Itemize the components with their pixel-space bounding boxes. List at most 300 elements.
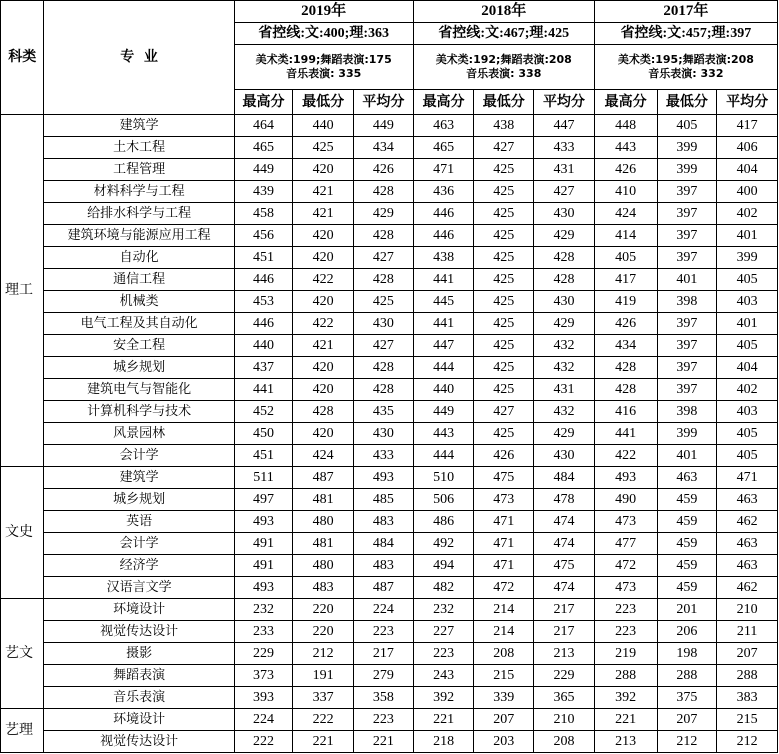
- score-cell: 486: [413, 511, 474, 533]
- score-cell: 233: [234, 621, 293, 643]
- col-header: 平均分: [717, 90, 778, 115]
- score-cell: 425: [474, 269, 534, 291]
- score-cell: 428: [594, 379, 657, 401]
- art-line-2019-a: 美术类:199;舞蹈表演:175: [255, 53, 392, 66]
- category-cell: 艺文: [1, 599, 44, 709]
- score-cell: 428: [354, 379, 414, 401]
- score-cell: 428: [354, 181, 414, 203]
- score-cell: 401: [717, 313, 778, 335]
- score-cell: 383: [717, 687, 778, 709]
- score-cell: 435: [354, 401, 414, 423]
- score-cell: 207: [474, 709, 534, 731]
- score-cell: 449: [234, 159, 293, 181]
- score-cell: 206: [657, 621, 717, 643]
- table-row: [1, 203, 778, 225]
- score-cell: 473: [594, 577, 657, 599]
- score-cell: 405: [657, 115, 717, 137]
- score-cell: 511: [234, 467, 293, 489]
- score-cell: 427: [354, 247, 414, 269]
- score-cell: 459: [657, 533, 717, 555]
- score-cell: 437: [234, 357, 293, 379]
- score-cell: 397: [657, 379, 717, 401]
- score-cell: 243: [413, 665, 474, 687]
- score-cell: 223: [594, 621, 657, 643]
- score-cell: 441: [234, 379, 293, 401]
- table-row: [1, 709, 778, 731]
- score-cell: 221: [354, 731, 414, 753]
- score-cell: 339: [474, 687, 534, 709]
- major-cell: 工程管理: [44, 159, 234, 181]
- score-cell: 208: [534, 731, 595, 753]
- score-cell: 431: [534, 159, 595, 181]
- score-cell: 481: [293, 489, 354, 511]
- major-cell: 机械类: [44, 291, 234, 313]
- score-cell: 428: [594, 357, 657, 379]
- score-cell: 424: [594, 203, 657, 225]
- score-cell: 212: [717, 731, 778, 753]
- score-cell: 458: [234, 203, 293, 225]
- major-cell: 会计学: [44, 445, 234, 467]
- score-cell: 483: [293, 577, 354, 599]
- table-row: [1, 511, 778, 533]
- score-cell: 433: [354, 445, 414, 467]
- score-cell: 478: [534, 489, 595, 511]
- score-cell: 203: [474, 731, 534, 753]
- major-cell: 建筑学: [44, 467, 234, 489]
- score-cell: 217: [354, 643, 414, 665]
- major-cell: 通信工程: [44, 269, 234, 291]
- score-cell: 422: [293, 313, 354, 335]
- art-line-2019: [234, 45, 413, 90]
- col-header: 平均分: [354, 90, 414, 115]
- score-cell: 493: [234, 511, 293, 533]
- score-cell: 428: [293, 401, 354, 423]
- score-cell: 405: [594, 247, 657, 269]
- score-cell: 425: [474, 291, 534, 313]
- score-cell: 397: [657, 247, 717, 269]
- score-cell: 429: [534, 423, 595, 445]
- score-cell: 422: [594, 445, 657, 467]
- score-cell: 463: [717, 533, 778, 555]
- score-cell: 373: [234, 665, 293, 687]
- score-cell: 449: [413, 401, 474, 423]
- score-cell: 430: [534, 203, 595, 225]
- score-cell: 446: [413, 225, 474, 247]
- score-cell: 420: [293, 291, 354, 313]
- col-header: 平均分: [534, 90, 595, 115]
- score-cell: 484: [534, 467, 595, 489]
- score-cell: 429: [354, 203, 414, 225]
- col-header: 最低分: [474, 90, 534, 115]
- score-cell: 420: [293, 379, 354, 401]
- score-cell: 375: [657, 687, 717, 709]
- table-row: [1, 489, 778, 511]
- score-cell: 392: [594, 687, 657, 709]
- major-cell: 自动化: [44, 247, 234, 269]
- score-cell: 463: [657, 467, 717, 489]
- score-cell: 232: [234, 599, 293, 621]
- table-row: [1, 247, 778, 269]
- score-cell: 427: [474, 137, 534, 159]
- score-cell: 399: [657, 423, 717, 445]
- score-cell: 483: [354, 555, 414, 577]
- score-cell: 451: [234, 445, 293, 467]
- score-cell: 491: [234, 533, 293, 555]
- major-cell: 材料科学与工程: [44, 181, 234, 203]
- score-cell: 421: [293, 335, 354, 357]
- score-cell: 212: [657, 731, 717, 753]
- score-cell: 493: [354, 467, 414, 489]
- score-cell: 438: [413, 247, 474, 269]
- score-cell: 481: [293, 533, 354, 555]
- table-row: [1, 137, 778, 159]
- score-cell: 337: [293, 687, 354, 709]
- score-cell: 487: [293, 467, 354, 489]
- major-cell: 视觉传达设计: [44, 731, 234, 753]
- score-cell: 288: [594, 665, 657, 687]
- major-cell: 城乡规划: [44, 357, 234, 379]
- score-cell: 222: [293, 709, 354, 731]
- table-row: [1, 445, 778, 467]
- score-cell: 425: [474, 379, 534, 401]
- score-cell: 214: [474, 621, 534, 643]
- score-cell: 440: [234, 335, 293, 357]
- score-cell: 207: [717, 643, 778, 665]
- col-header: 最高分: [413, 90, 474, 115]
- score-cell: 232: [413, 599, 474, 621]
- col-header: 最低分: [293, 90, 354, 115]
- score-cell: 427: [474, 401, 534, 423]
- art-line-2018: [413, 45, 594, 90]
- score-cell: 426: [594, 313, 657, 335]
- score-cell: 420: [293, 247, 354, 269]
- major-cell: 舞蹈表演: [44, 665, 234, 687]
- score-cell: 436: [413, 181, 474, 203]
- art-line-2018-b: 音乐表演: 338: [466, 67, 542, 80]
- major-cell: 城乡规划: [44, 489, 234, 511]
- score-cell: 198: [657, 643, 717, 665]
- score-cell: 288: [717, 665, 778, 687]
- score-cell: 474: [534, 577, 595, 599]
- table-body: [1, 115, 778, 753]
- year-header-2019: 2019年: [234, 1, 413, 23]
- score-cell: 414: [594, 225, 657, 247]
- score-cell: 426: [474, 445, 534, 467]
- score-cell: 480: [293, 511, 354, 533]
- major-cell: 英语: [44, 511, 234, 533]
- score-cell: 425: [474, 181, 534, 203]
- score-cell: 447: [413, 335, 474, 357]
- major-cell: 会计学: [44, 533, 234, 555]
- score-cell: 210: [534, 709, 595, 731]
- score-cell: 410: [594, 181, 657, 203]
- score-cell: 420: [293, 225, 354, 247]
- score-cell: 220: [293, 599, 354, 621]
- score-cell: 397: [657, 335, 717, 357]
- table-row: [1, 577, 778, 599]
- score-cell: 446: [413, 203, 474, 225]
- score-cell: 463: [413, 115, 474, 137]
- score-cell: 213: [534, 643, 595, 665]
- table-row: [1, 291, 778, 313]
- score-cell: 422: [293, 269, 354, 291]
- score-cell: 448: [594, 115, 657, 137]
- score-cell: 227: [413, 621, 474, 643]
- score-cell: 443: [413, 423, 474, 445]
- score-cell: 433: [534, 137, 595, 159]
- score-cell: 223: [354, 621, 414, 643]
- major-cell: 建筑电气与智能化: [44, 379, 234, 401]
- control-line-2019: 省控线:文:400;理:363: [234, 23, 413, 45]
- score-cell: 440: [413, 379, 474, 401]
- score-cell: 397: [657, 357, 717, 379]
- major-cell: 安全工程: [44, 335, 234, 357]
- score-cell: 223: [354, 709, 414, 731]
- score-cell: 401: [717, 225, 778, 247]
- score-cell: 406: [717, 137, 778, 159]
- score-cell: 471: [717, 467, 778, 489]
- score-cell: 434: [594, 335, 657, 357]
- score-cell: 222: [234, 731, 293, 753]
- score-cell: 473: [594, 511, 657, 533]
- score-cell: 398: [657, 401, 717, 423]
- score-cell: 217: [534, 599, 595, 621]
- score-cell: 210: [717, 599, 778, 621]
- score-cell: 399: [657, 159, 717, 181]
- score-cell: 428: [534, 269, 595, 291]
- score-cell: 402: [717, 203, 778, 225]
- score-cell: 397: [657, 181, 717, 203]
- table-row: [1, 115, 778, 137]
- major-cell: 建筑环境与能源应用工程: [44, 225, 234, 247]
- score-cell: 446: [234, 313, 293, 335]
- score-cell: 213: [594, 731, 657, 753]
- table-row: [1, 401, 778, 423]
- score-cell: 215: [474, 665, 534, 687]
- score-cell: 456: [234, 225, 293, 247]
- score-cell: 429: [534, 313, 595, 335]
- score-cell: 430: [534, 291, 595, 313]
- category-cell: 理工: [1, 115, 44, 467]
- score-cell: 440: [293, 115, 354, 137]
- score-cell: 453: [234, 291, 293, 313]
- score-cell: 473: [474, 489, 534, 511]
- major-cell: 音乐表演: [44, 687, 234, 709]
- score-cell: 214: [474, 599, 534, 621]
- score-cell: 191: [293, 665, 354, 687]
- score-cell: 404: [717, 357, 778, 379]
- score-cell: 207: [657, 709, 717, 731]
- score-cell: 425: [474, 313, 534, 335]
- col-header: 最低分: [657, 90, 717, 115]
- score-cell: 493: [594, 467, 657, 489]
- score-cell: 428: [534, 247, 595, 269]
- score-cell: 459: [657, 577, 717, 599]
- score-cell: 405: [717, 445, 778, 467]
- major-cell: 电气工程及其自动化: [44, 313, 234, 335]
- score-cell: 400: [717, 181, 778, 203]
- score-cell: 401: [657, 269, 717, 291]
- score-cell: 425: [474, 225, 534, 247]
- table-row: [1, 665, 778, 687]
- score-cell: 471: [413, 159, 474, 181]
- score-cell: 430: [354, 313, 414, 335]
- art-line-2019-b: 音乐表演: 335: [286, 67, 362, 80]
- score-cell: 428: [354, 269, 414, 291]
- art-line-2017-b: 音乐表演: 332: [648, 67, 724, 80]
- score-cell: 494: [413, 555, 474, 577]
- score-cell: 393: [234, 687, 293, 709]
- score-cell: 403: [717, 401, 778, 423]
- score-cell: 425: [474, 335, 534, 357]
- score-cell: 449: [354, 115, 414, 137]
- score-cell: 221: [594, 709, 657, 731]
- score-cell: 506: [413, 489, 474, 511]
- score-cell: 224: [354, 599, 414, 621]
- score-cell: 392: [413, 687, 474, 709]
- score-cell: 477: [594, 533, 657, 555]
- major-cell: 计算机科学与技术: [44, 401, 234, 423]
- major-cell: 环境设计: [44, 709, 234, 731]
- score-cell: 405: [717, 269, 778, 291]
- score-cell: 475: [534, 555, 595, 577]
- score-cell: 438: [474, 115, 534, 137]
- score-cell: 428: [354, 357, 414, 379]
- score-cell: 399: [657, 137, 717, 159]
- table-row: [1, 159, 778, 181]
- major-cell: 环境设计: [44, 599, 234, 621]
- score-cell: 487: [354, 577, 414, 599]
- table-header: [1, 1, 778, 115]
- score-cell: 421: [293, 203, 354, 225]
- category-cell: 艺理: [1, 709, 44, 753]
- score-cell: 427: [534, 181, 595, 203]
- score-cell: 445: [413, 291, 474, 313]
- table-row: [1, 687, 778, 709]
- score-cell: 424: [293, 445, 354, 467]
- score-cell: 404: [717, 159, 778, 181]
- score-cell: 429: [534, 225, 595, 247]
- score-cell: 224: [234, 709, 293, 731]
- table-row: [1, 643, 778, 665]
- score-cell: 493: [234, 577, 293, 599]
- score-cell: 471: [474, 533, 534, 555]
- table-row: [1, 423, 778, 445]
- score-cell: 208: [474, 643, 534, 665]
- score-cell: 358: [354, 687, 414, 709]
- score-cell: 463: [717, 555, 778, 577]
- score-cell: 475: [474, 467, 534, 489]
- score-cell: 223: [594, 599, 657, 621]
- table-row: [1, 621, 778, 643]
- score-cell: 459: [657, 555, 717, 577]
- score-cell: 427: [354, 335, 414, 357]
- score-cell: 443: [594, 137, 657, 159]
- score-cell: 431: [534, 379, 595, 401]
- score-cell: 219: [594, 643, 657, 665]
- art-line-2017: [594, 45, 777, 90]
- score-cell: 421: [293, 181, 354, 203]
- table-row: [1, 533, 778, 555]
- score-cell: 497: [234, 489, 293, 511]
- score-cell: 464: [234, 115, 293, 137]
- score-cell: 432: [534, 401, 595, 423]
- score-cell: 480: [293, 555, 354, 577]
- score-cell: 474: [534, 533, 595, 555]
- table-row: [1, 335, 778, 357]
- major-cell: 给排水科学与工程: [44, 203, 234, 225]
- score-cell: 484: [354, 533, 414, 555]
- score-cell: 402: [717, 379, 778, 401]
- score-cell: 426: [354, 159, 414, 181]
- major-cell: 摄影: [44, 643, 234, 665]
- score-cell: 472: [594, 555, 657, 577]
- score-cell: 432: [534, 357, 595, 379]
- score-cell: 229: [234, 643, 293, 665]
- score-cell: 217: [534, 621, 595, 643]
- score-cell: 397: [657, 313, 717, 335]
- score-cell: 420: [293, 159, 354, 181]
- control-line-2018: 省控线:文:467;理:425: [413, 23, 594, 45]
- major-cell: 汉语言文学: [44, 577, 234, 599]
- score-cell: 444: [413, 357, 474, 379]
- score-cell: 397: [657, 225, 717, 247]
- major-header: 专 业: [44, 1, 234, 115]
- score-cell: 417: [717, 115, 778, 137]
- table-row: [1, 313, 778, 335]
- score-cell: 471: [474, 555, 534, 577]
- score-cell: 451: [234, 247, 293, 269]
- score-cell: 221: [293, 731, 354, 753]
- table-row: [1, 599, 778, 621]
- art-line-2018-a: 美术类:192;舞蹈表演:208: [435, 53, 572, 66]
- major-cell: 视觉传达设计: [44, 621, 234, 643]
- score-cell: 417: [594, 269, 657, 291]
- score-cell: 419: [594, 291, 657, 313]
- score-cell: 491: [234, 555, 293, 577]
- score-cell: 279: [354, 665, 414, 687]
- score-cell: 420: [293, 357, 354, 379]
- score-cell: 492: [413, 533, 474, 555]
- score-cell: 434: [354, 137, 414, 159]
- score-cell: 211: [717, 621, 778, 643]
- score-cell: 430: [354, 423, 414, 445]
- score-cell: 425: [354, 291, 414, 313]
- table-row: [1, 357, 778, 379]
- score-cell: 459: [657, 489, 717, 511]
- year-header-2018: 2018年: [413, 1, 594, 23]
- score-cell: 430: [534, 445, 595, 467]
- score-cell: 221: [413, 709, 474, 731]
- table-row: [1, 379, 778, 401]
- major-cell: 土木工程: [44, 137, 234, 159]
- score-cell: 223: [413, 643, 474, 665]
- score-cell: 212: [293, 643, 354, 665]
- score-cell: 462: [717, 577, 778, 599]
- score-cell: 471: [474, 511, 534, 533]
- score-cell: 215: [717, 709, 778, 731]
- major-cell: 建筑学: [44, 115, 234, 137]
- table-row: [1, 467, 778, 489]
- score-cell: 463: [717, 489, 778, 511]
- control-line-2017: 省控线:文:457;理:397: [594, 23, 777, 45]
- score-cell: 441: [594, 423, 657, 445]
- score-cell: 398: [657, 291, 717, 313]
- score-cell: 447: [534, 115, 595, 137]
- score-cell: 425: [474, 423, 534, 445]
- score-cell: 425: [474, 247, 534, 269]
- score-cell: 439: [234, 181, 293, 203]
